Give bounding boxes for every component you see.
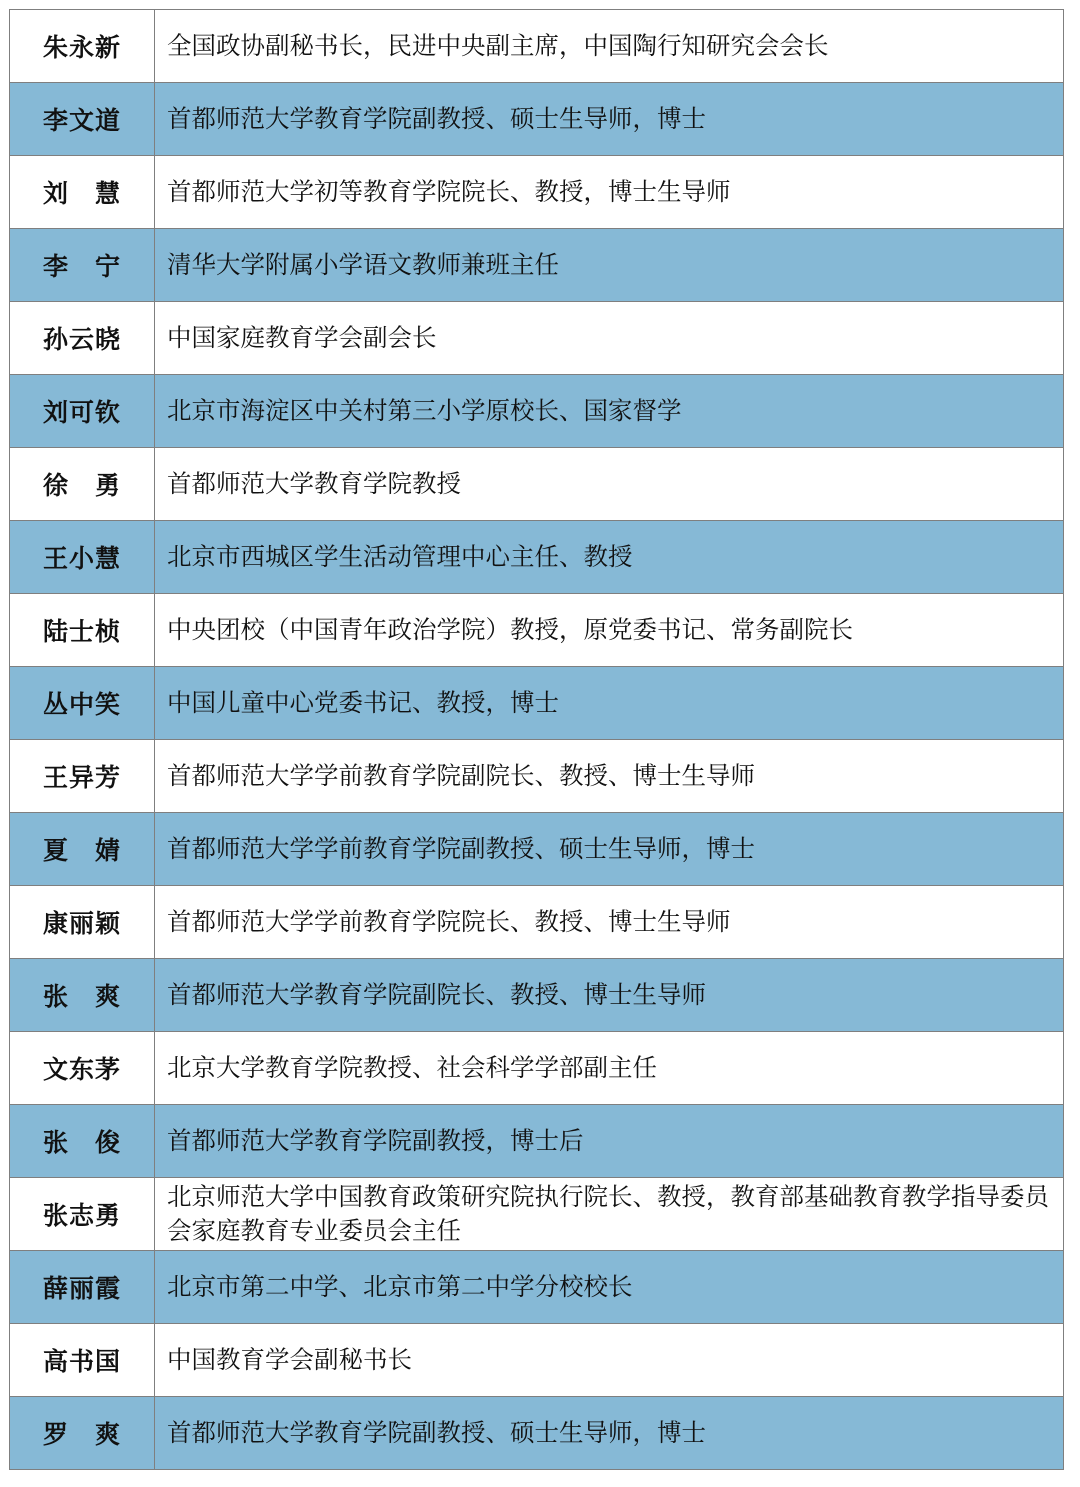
table-row (10, 10, 1064, 83)
member-name: 刘可钦 (10, 375, 155, 448)
table-row (10, 229, 1064, 302)
member-name: 王异芳 (10, 740, 155, 813)
member-name: 罗 爽 (10, 1397, 155, 1470)
member-name: 薛丽霞 (10, 1251, 155, 1324)
member-name: 王小慧 (10, 521, 155, 594)
member-name: 丛中笑 (10, 667, 155, 740)
table-row (10, 448, 1064, 521)
table-row (10, 302, 1064, 375)
table-row (10, 740, 1064, 813)
table-row (10, 594, 1064, 667)
member-title: 北京大学教育学院教授、社会科学学部副主任 (155, 1032, 1064, 1105)
member-name: 朱永新 (10, 10, 155, 83)
member-name: 张志勇 (10, 1178, 155, 1251)
member-title: 北京市西城区学生活动管理中心主任、教授 (155, 521, 1064, 594)
member-name: 李文道 (10, 83, 155, 156)
member-title: 首都师范大学教育学院副教授，博士后 (155, 1105, 1064, 1178)
member-name: 张 俊 (10, 1105, 155, 1178)
member-table (9, 9, 1064, 1470)
member-name: 陆士桢 (10, 594, 155, 667)
member-name: 夏 婧 (10, 813, 155, 886)
member-table-body (10, 10, 1064, 1470)
table-row (10, 1178, 1064, 1251)
member-name: 李 宁 (10, 229, 155, 302)
table-row (10, 813, 1064, 886)
member-title: 首都师范大学学前教育学院院长、教授、博士生导师 (155, 886, 1064, 959)
table-row (10, 886, 1064, 959)
table-row (10, 156, 1064, 229)
member-title: 中央团校（中国青年政治学院）教授，原党委书记、常务副院长 (155, 594, 1064, 667)
member-title: 首都师范大学教育学院教授 (155, 448, 1064, 521)
member-name: 高书国 (10, 1324, 155, 1397)
member-name: 康丽颖 (10, 886, 155, 959)
member-name: 孙云晓 (10, 302, 155, 375)
member-title: 首都师范大学学前教育学院副院长、教授、博士生导师 (155, 740, 1064, 813)
member-name: 文东茅 (10, 1032, 155, 1105)
table-row (10, 375, 1064, 448)
table-row (10, 1324, 1064, 1397)
member-title: 首都师范大学学前教育学院副教授、硕士生导师，博士 (155, 813, 1064, 886)
table-row (10, 1251, 1064, 1324)
member-name: 张 爽 (10, 959, 155, 1032)
member-title: 中国教育学会副秘书长 (155, 1324, 1064, 1397)
member-title: 首都师范大学初等教育学院院长、教授，博士生导师 (155, 156, 1064, 229)
member-title: 首都师范大学教育学院副教授、硕士生导师，博士 (155, 83, 1064, 156)
member-title: 首都师范大学教育学院副教授、硕士生导师，博士 (155, 1397, 1064, 1470)
member-title: 中国家庭教育学会副会长 (155, 302, 1064, 375)
member-title: 全国政协副秘书长，民进中央副主席，中国陶行知研究会会长 (155, 10, 1064, 83)
member-name: 徐 勇 (10, 448, 155, 521)
table-row (10, 1397, 1064, 1470)
table-row (10, 521, 1064, 594)
member-name: 刘 慧 (10, 156, 155, 229)
member-title: 北京市第二中学、北京市第二中学分校校长 (155, 1251, 1064, 1324)
table-row (10, 83, 1064, 156)
table-row (10, 1032, 1064, 1105)
table-row (10, 959, 1064, 1032)
member-title: 北京市海淀区中关村第三小学原校长、国家督学 (155, 375, 1064, 448)
member-title: 首都师范大学教育学院副院长、教授、博士生导师 (155, 959, 1064, 1032)
member-title: 北京师范大学中国教育政策研究院执行院长、教授，教育部基础教育教学指导委员会家庭教育专业委员会主任 (155, 1178, 1064, 1251)
table-row (10, 1105, 1064, 1178)
table-row (10, 667, 1064, 740)
member-title: 中国儿童中心党委书记、教授，博士 (155, 667, 1064, 740)
member-title: 清华大学附属小学语文教师兼班主任 (155, 229, 1064, 302)
